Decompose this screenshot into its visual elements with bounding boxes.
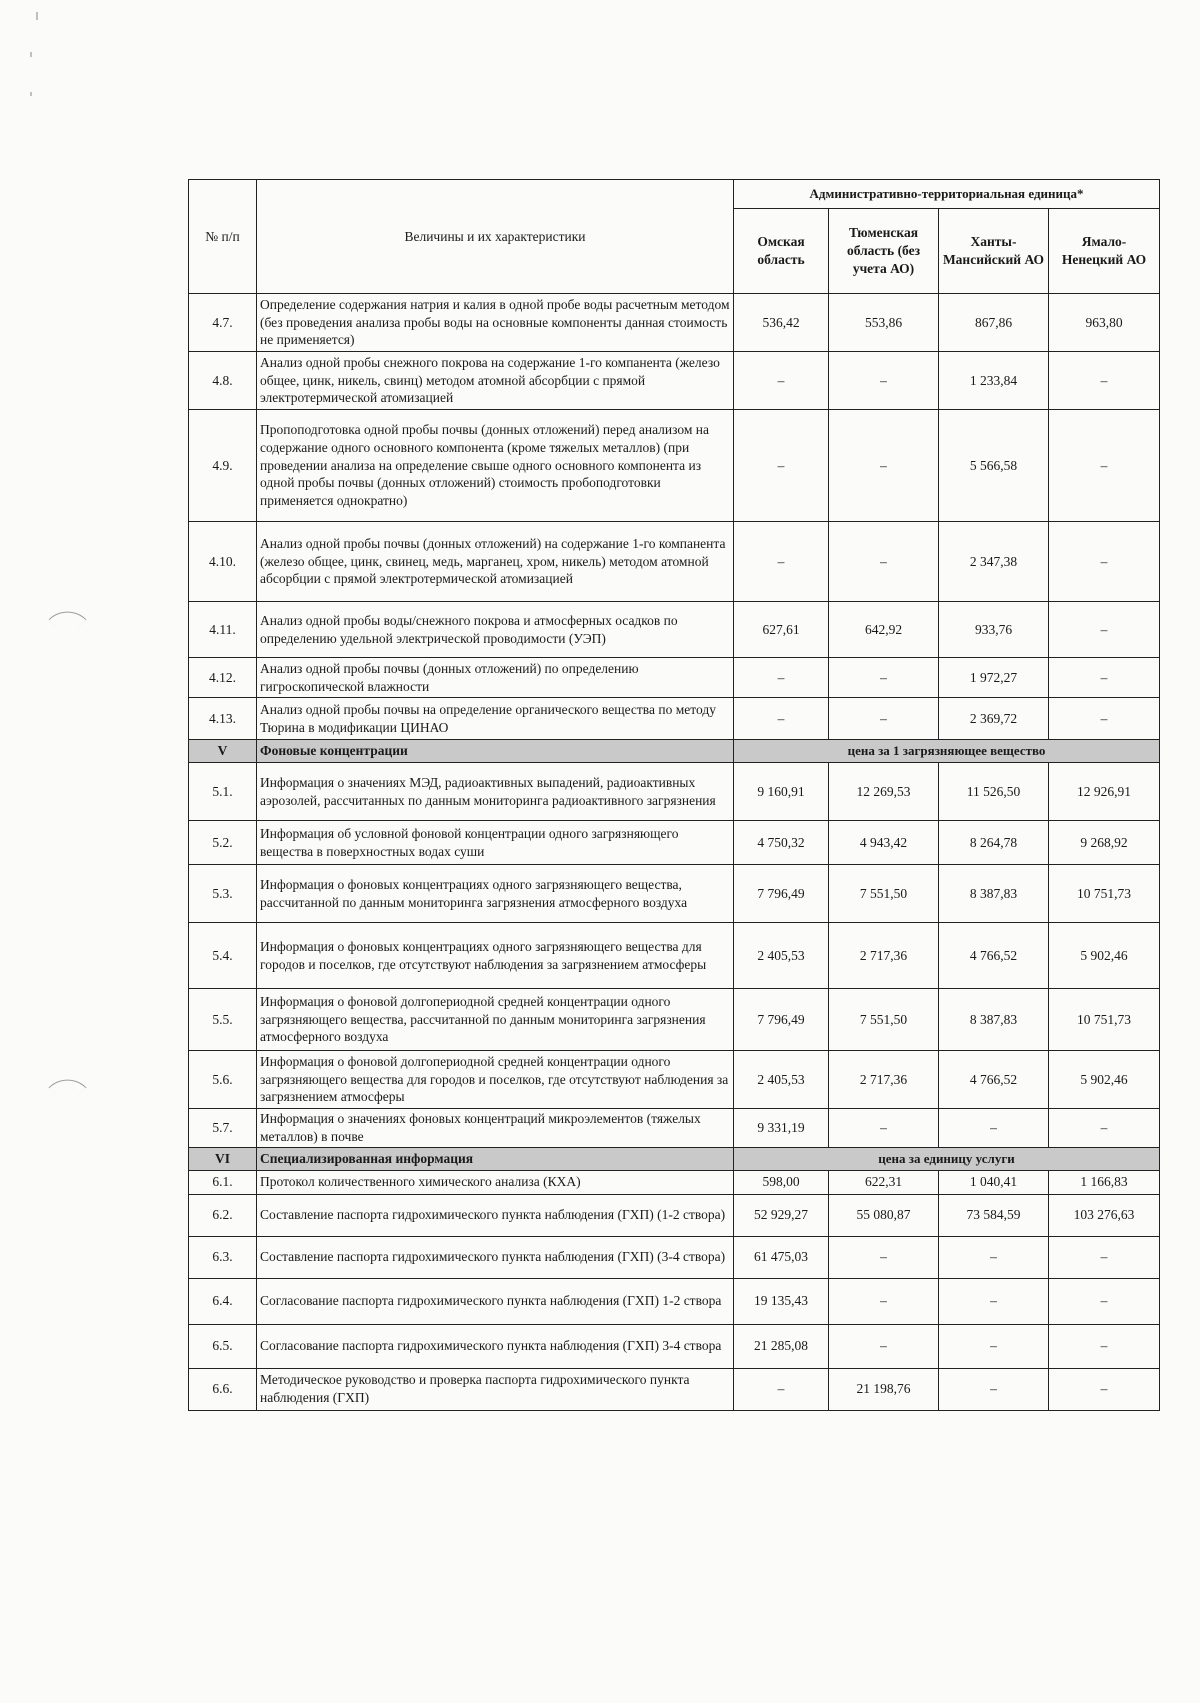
value-omsk: 4 750,32 — [734, 821, 829, 865]
value-yanao: 5 902,46 — [1049, 923, 1160, 989]
value-khmao: 1 233,84 — [939, 352, 1049, 410]
value-yanao: 12 926,91 — [1049, 763, 1160, 821]
value-tyumen: – — [829, 1278, 939, 1324]
value-tyumen: – — [829, 658, 939, 698]
value-tyumen: 642,92 — [829, 602, 939, 658]
row-number: 6.5. — [189, 1324, 257, 1368]
value-tyumen: – — [829, 410, 939, 522]
value-omsk: 7 796,49 — [734, 865, 829, 923]
value-tyumen: – — [829, 1236, 939, 1278]
table-row — [189, 602, 1160, 658]
value-omsk: – — [734, 410, 829, 522]
value-tyumen: 7 551,50 — [829, 989, 939, 1051]
value-khmao: 1 972,27 — [939, 658, 1049, 698]
value-yanao: 103 276,63 — [1049, 1194, 1160, 1236]
value-tyumen: 622,31 — [829, 1170, 939, 1194]
header-region-tyumen: Тюменская область (без учета АО) — [829, 209, 939, 294]
header-region-khmao: Ханты-Мансийский АО — [939, 209, 1049, 294]
section-title: Фоновые концентрации — [257, 740, 734, 763]
table-row — [189, 1051, 1160, 1109]
value-yanao: – — [1049, 602, 1160, 658]
value-tyumen: – — [829, 1109, 939, 1148]
header-admin-unit: Административно-территориальная единица* — [734, 180, 1160, 209]
table-row — [189, 294, 1160, 352]
value-khmao: – — [939, 1368, 1049, 1410]
scan-speck — [30, 92, 32, 96]
value-yanao: – — [1049, 410, 1160, 522]
value-khmao: 867,86 — [939, 294, 1049, 352]
value-omsk: 19 135,43 — [734, 1278, 829, 1324]
value-omsk: – — [734, 1368, 829, 1410]
row-number: 4.11. — [189, 602, 257, 658]
table-row — [189, 522, 1160, 602]
row-description: Информация о значениях фоновых концентраций микроэлементов (тяжелых металлов) в почве — [257, 1109, 734, 1148]
row-description: Методическое руководство и проверка паспорта гидрохимического пункта наблюдения (ГХП) — [257, 1368, 734, 1410]
row-description: Пропоподготовка одной пробы почвы (донных отложений) перед анализом на содержание одного основного компонента (кроме тяжелых металлов) (при проведении анализа на определение свыше одного основного компонента из одной пробы почвы (донных отложений) стоимость пробоподготовки применяется однократно) — [257, 410, 734, 522]
value-yanao: – — [1049, 1109, 1160, 1148]
value-tyumen: 55 080,87 — [829, 1194, 939, 1236]
table-body — [189, 294, 1160, 1411]
row-number: 6.4. — [189, 1278, 257, 1324]
value-yanao: 5 902,46 — [1049, 1051, 1160, 1109]
table-header — [189, 180, 1160, 294]
value-tyumen: 4 943,42 — [829, 821, 939, 865]
value-khmao: 933,76 — [939, 602, 1049, 658]
value-yanao: – — [1049, 698, 1160, 740]
row-number: 4.9. — [189, 410, 257, 522]
value-yanao: – — [1049, 1368, 1160, 1410]
value-yanao: 1 166,83 — [1049, 1170, 1160, 1194]
row-description: Анализ одной пробы воды/снежного покрова и атмосферных осадков по определению удельной электрической проводимости (УЭП) — [257, 602, 734, 658]
table-row — [189, 698, 1160, 740]
value-tyumen: – — [829, 522, 939, 602]
price-table — [188, 179, 1160, 1411]
value-omsk: 536,42 — [734, 294, 829, 352]
row-description: Информация об условной фоновой концентрации одного загрязняющего вещества в поверхностных водах суши — [257, 821, 734, 865]
row-description: Анализ одной пробы почвы (донных отложений) на содержание 1-го компанента (железо общее, цинк, свинец, медь, марганец, хром, никель) методом атомной абсорбции с прямой электротермической атомизацией — [257, 522, 734, 602]
row-description: Анализ одной пробы почвы на определение органического вещества по методу Тюрина в модификации ЦИНАО — [257, 698, 734, 740]
table-row — [189, 352, 1160, 410]
table-row — [189, 1278, 1160, 1324]
header-region-omsk: Омская область — [734, 209, 829, 294]
value-omsk: 9 160,91 — [734, 763, 829, 821]
header-num: № п/п — [189, 180, 257, 294]
table-row — [189, 1194, 1160, 1236]
value-tyumen: – — [829, 352, 939, 410]
value-yanao: – — [1049, 1236, 1160, 1278]
value-tyumen: 7 551,50 — [829, 865, 939, 923]
value-khmao: 8 387,83 — [939, 989, 1049, 1051]
row-number: 5.6. — [189, 1051, 257, 1109]
row-description: Определение содержания натрия и калия в одной пробе воды расчетным методом (без проведения анализа пробы воды на основные компоненты данная стоимость не применяется) — [257, 294, 734, 352]
value-yanao: 9 268,92 — [1049, 821, 1160, 865]
value-yanao: – — [1049, 352, 1160, 410]
value-omsk: 2 405,53 — [734, 923, 829, 989]
value-omsk: 9 331,19 — [734, 1109, 829, 1148]
section-row — [189, 740, 1160, 763]
row-number: 5.1. — [189, 763, 257, 821]
value-yanao: – — [1049, 522, 1160, 602]
value-khmao: 73 584,59 — [939, 1194, 1049, 1236]
value-khmao: 11 526,50 — [939, 763, 1049, 821]
row-description: Согласование паспорта гидрохимического пункта наблюдения (ГХП) 1-2 створа — [257, 1278, 734, 1324]
value-khmao: – — [939, 1278, 1049, 1324]
value-khmao: 4 766,52 — [939, 923, 1049, 989]
value-yanao: – — [1049, 1278, 1160, 1324]
header-region-yanao: Ямало-Ненецкий АО — [1049, 209, 1160, 294]
value-tyumen: 553,86 — [829, 294, 939, 352]
table-row — [189, 1324, 1160, 1368]
row-description: Анализ одной пробы почвы (донных отложений) по определению гигроскопической влажности — [257, 658, 734, 698]
value-omsk: 2 405,53 — [734, 1051, 829, 1109]
value-tyumen: – — [829, 1324, 939, 1368]
row-number: 6.1. — [189, 1170, 257, 1194]
value-khmao: – — [939, 1109, 1049, 1148]
scan-speck — [30, 52, 32, 57]
punch-hole-mark — [48, 1068, 86, 1106]
row-description: Согласование паспорта гидрохимического пункта наблюдения (ГХП) 3-4 створа — [257, 1324, 734, 1368]
value-khmao: – — [939, 1324, 1049, 1368]
section-price-note: цена за 1 загрязняющее вещество — [734, 740, 1160, 763]
row-number: 6.2. — [189, 1194, 257, 1236]
value-omsk: 7 796,49 — [734, 989, 829, 1051]
table-row — [189, 658, 1160, 698]
row-number: 6.6. — [189, 1368, 257, 1410]
value-tyumen: 12 269,53 — [829, 763, 939, 821]
value-omsk: – — [734, 658, 829, 698]
row-number: 4.12. — [189, 658, 257, 698]
value-yanao: 963,80 — [1049, 294, 1160, 352]
table-row — [189, 1170, 1160, 1194]
row-number: 4.13. — [189, 698, 257, 740]
table-row — [189, 1109, 1160, 1148]
scan-speck — [36, 12, 38, 20]
section-title: Специализированная информация — [257, 1147, 734, 1170]
row-number: 4.7. — [189, 294, 257, 352]
section-number: VI — [189, 1147, 257, 1170]
table-row — [189, 763, 1160, 821]
row-number: 5.2. — [189, 821, 257, 865]
value-khmao: – — [939, 1236, 1049, 1278]
row-description: Информация о фоновой долгопериодной средней концентрации одного загрязняющего вещества для городов и поселков, где отсутствуют наблюдения за загрязнением атмосферы — [257, 1051, 734, 1109]
value-omsk: – — [734, 352, 829, 410]
row-description: Информация о значениях МЭД, радиоактивных выпадений, радиоактивных аэрозолей, рассчитанных по данным мониторинга радиоактивного загрязнения — [257, 763, 734, 821]
punch-hole-mark — [48, 600, 86, 638]
row-number: 4.10. — [189, 522, 257, 602]
value-omsk: 61 475,03 — [734, 1236, 829, 1278]
value-khmao: 4 766,52 — [939, 1051, 1049, 1109]
row-description: Составление паспорта гидрохимического пункта наблюдения (ГХП) (1-2 створа) — [257, 1194, 734, 1236]
value-omsk: – — [734, 698, 829, 740]
value-omsk: – — [734, 522, 829, 602]
row-number: 4.8. — [189, 352, 257, 410]
table-row — [189, 1368, 1160, 1410]
row-description: Составление паспорта гидрохимического пункта наблюдения (ГХП) (3-4 створа) — [257, 1236, 734, 1278]
value-omsk: 52 929,27 — [734, 1194, 829, 1236]
table-row — [189, 865, 1160, 923]
value-yanao: 10 751,73 — [1049, 865, 1160, 923]
row-number: 6.3. — [189, 1236, 257, 1278]
value-yanao: – — [1049, 1324, 1160, 1368]
table-row — [189, 989, 1160, 1051]
section-number: V — [189, 740, 257, 763]
row-number: 5.3. — [189, 865, 257, 923]
value-tyumen: – — [829, 698, 939, 740]
value-khmao: 1 040,41 — [939, 1170, 1049, 1194]
value-tyumen: 2 717,36 — [829, 923, 939, 989]
table-row — [189, 923, 1160, 989]
value-khmao: 2 347,38 — [939, 522, 1049, 602]
value-omsk: 598,00 — [734, 1170, 829, 1194]
value-khmao: 5 566,58 — [939, 410, 1049, 522]
value-khmao: 2 369,72 — [939, 698, 1049, 740]
row-number: 5.4. — [189, 923, 257, 989]
row-description: Информация о фоновых концентрациях одного загрязняющего вещества, рассчитанной по данным мониторинга загрязнения атмосферного воздуха — [257, 865, 734, 923]
value-omsk: 627,61 — [734, 602, 829, 658]
value-yanao: 10 751,73 — [1049, 989, 1160, 1051]
row-description: Информация о фоновых концентрациях одного загрязняющего вещества для городов и поселков, где отсутствуют наблюдения за загрязнением атмосферы — [257, 923, 734, 989]
row-number: 5.5. — [189, 989, 257, 1051]
value-tyumen: 21 198,76 — [829, 1368, 939, 1410]
row-description: Протокол количественного химического анализа (КХА) — [257, 1170, 734, 1194]
section-price-note: цена за единицу услуги — [734, 1147, 1160, 1170]
row-description: Информация о фоновой долгопериодной средней концентрации одного загрязняющего вещества, рассчитанной по данным мониторинга загрязнения атмосферного воздуха — [257, 989, 734, 1051]
value-khmao: 8 387,83 — [939, 865, 1049, 923]
value-khmao: 8 264,78 — [939, 821, 1049, 865]
table-row — [189, 1236, 1160, 1278]
value-yanao: – — [1049, 658, 1160, 698]
section-row — [189, 1147, 1160, 1170]
row-number: 5.7. — [189, 1109, 257, 1148]
table-row — [189, 410, 1160, 522]
row-description: Анализ одной пробы снежного покрова на содержание 1-го компанента (железо общее, цинк, никель, свинц) методом атомной абсорбции с прямой электротермической атомизацией — [257, 352, 734, 410]
value-omsk: 21 285,08 — [734, 1324, 829, 1368]
header-desc: Величины и их характеристики — [257, 180, 734, 294]
value-tyumen: 2 717,36 — [829, 1051, 939, 1109]
table-row — [189, 821, 1160, 865]
